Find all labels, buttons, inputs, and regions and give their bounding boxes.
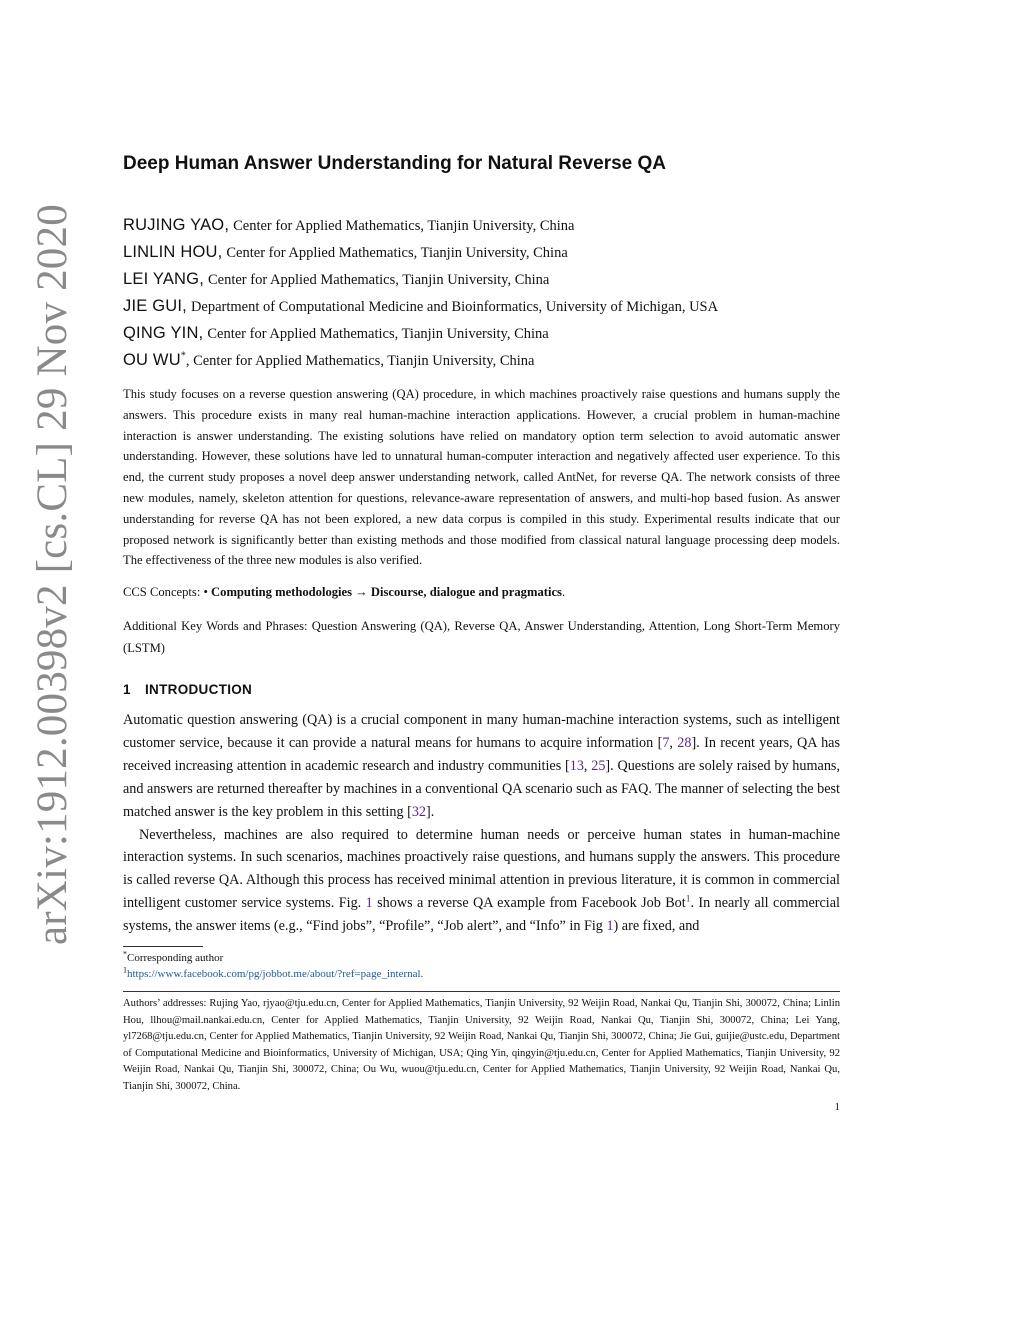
author-affiliation: Center for Applied Mathematics, Tianjin University, China bbox=[207, 272, 550, 288]
ccs-label: CCS Concepts: • bbox=[123, 585, 208, 599]
author-list bbox=[123, 212, 840, 374]
footnotes bbox=[123, 951, 840, 982]
text-run: . In nearly all commercial systems, the answer items (e.g., “Find jobs”, “Profile”, “Job alert”, and “Info” in Fig bbox=[123, 895, 840, 935]
footnote-url-link[interactable]: https://www.facebook.com/pg/jobbot.me/about/?ref=page_internal. bbox=[127, 967, 424, 980]
arxiv-identifier-stamp: arXiv:1912.00398v2 [cs.CL] 29 Nov 2020 bbox=[29, 204, 76, 945]
author-name: LEI YANG, bbox=[123, 270, 204, 288]
text-run: ]. In recent years, QA has received increasing attention in academic research and industry communities [ bbox=[123, 734, 840, 774]
footnote-corresponding bbox=[123, 951, 840, 967]
author-affiliation: Center for Applied Mathematics, Tianjin University, China bbox=[207, 326, 549, 342]
text-run: Automatic question answering (QA) is a crucial component in many human-machine interaction systems, such as intelligent customer service, because it can provide a natural means for humans to acquire information [ bbox=[123, 712, 840, 751]
text-run: shows a reverse QA example from Facebook Job Bot bbox=[372, 895, 686, 912]
footnote-divider bbox=[123, 946, 203, 947]
author-name: LINLIN HOU, bbox=[123, 243, 223, 261]
author-affiliation: Center for Applied Mathematics, Tianjin University, China bbox=[233, 218, 575, 234]
author-name: RUJING YAO, bbox=[123, 216, 230, 234]
author-affiliation: Department of Computational Medicine and Bioinformatics, University of Michigan, USA bbox=[190, 299, 719, 315]
figure-link[interactable]: 1 bbox=[606, 918, 614, 935]
author-affiliation: Center for Applied Mathematics, Tianjin University, China bbox=[226, 245, 568, 261]
text-run: ]. Questions are solely raised by humans, and answers are returned thereafter by machines in a conventional QA scenario such as FAQ. The manner of selecting the best matched answer is the key problem in this setting [ bbox=[123, 757, 840, 820]
citation-link[interactable]: 7 bbox=[662, 734, 670, 751]
text-run: , bbox=[669, 734, 678, 751]
author-entry bbox=[123, 239, 840, 266]
author-affiliation: , Center for Applied Mathematics, Tianjin University, China bbox=[185, 353, 535, 369]
figure-link[interactable]: 1 bbox=[365, 895, 373, 912]
addresses-divider bbox=[123, 991, 840, 992]
section-heading-introduction bbox=[123, 682, 252, 697]
paragraph bbox=[123, 709, 840, 824]
introduction-body bbox=[123, 709, 840, 938]
footnote-text: Corresponding author bbox=[127, 952, 224, 964]
page-number: 1 bbox=[834, 1101, 840, 1113]
text-run: , bbox=[583, 757, 592, 774]
footnote-link[interactable]: 1 bbox=[685, 894, 691, 905]
footnote-1 bbox=[123, 964, 840, 983]
section-title: INTRODUCTION bbox=[145, 682, 253, 697]
author-entry bbox=[123, 266, 840, 293]
author-addresses: Authors’ addresses: Rujing Yao, rjyao@tju.edu.cn, Center for Applied Mathematics, Tianjin University, 92 Weijin Road, Nankai Qu, Tianjin Shi, 300072, China; Linlin Hou, llhou@mail.nankai.edu.cn, Center for Applied Mathematics, Tianjin University, 92 Weijin Road, Nankai Qu, Tianjin Shi, 300072, China; Lei Yang, yl7268@tju.edu.cn, Center for Applied Mathematics, Tianjin University, 92 Weijin Road, Nankai Qu, Tianjin Shi, 300072, China; Jie Gui, guijie@ustc.edu, Department of Computational Medicine and Bioinformatics, University of Michigan, USA; Qing Yin, qingyin@tju.edu.cn, Center for Applied Mathematics, Tianjin University, 92 Weijin Road, Nankai Qu, Tianjin Shi, 300072, China; Ou Wu, wuou@tju.edu.cn, Center for Applied Mathematics, Tianjin University, 92 Weijin Road, Nankai Qu, Tianjin Shi, 300072, China. bbox=[123, 998, 840, 1092]
section-number: 1 bbox=[123, 682, 131, 697]
footnote-mark: * bbox=[123, 949, 127, 959]
citation-link[interactable]: 28 bbox=[677, 734, 692, 751]
text-run: ]. bbox=[426, 803, 435, 820]
author-entry bbox=[123, 212, 840, 239]
citation-link[interactable]: 32 bbox=[411, 803, 426, 820]
text-run: Nevertheless, machines are also required to determine human needs or perceive human states in human-machine interaction systems. In such scenarios, machines proactively raise questions, and humans supply the answers. This procedure is called reverse QA. Although this process has received minimal attention in previous literature, it is common in commercial intelligent customer service systems. Fig. bbox=[123, 826, 840, 912]
author-name: OU WU bbox=[123, 351, 181, 369]
text-run: ) are fixed, and bbox=[613, 918, 700, 935]
author-entry bbox=[123, 293, 840, 320]
citation-link[interactable]: 25 bbox=[591, 757, 606, 774]
paper-title: Deep Human Answer Understanding for Natural Reverse QA bbox=[123, 153, 667, 174]
paragraph bbox=[123, 824, 840, 939]
keywords: Additional Key Words and Phrases: Question Answering (QA), Reverse QA, Answer Understanding, Attention, Long Short-Term Memory (LSTM) bbox=[123, 619, 840, 655]
author-name: QING YIN, bbox=[123, 324, 204, 342]
author-name: JIE GUI, bbox=[123, 297, 187, 315]
ccs-concepts bbox=[123, 582, 840, 602]
ccs-concept-list: Computing methodologies → Discourse, dialogue and pragmatics bbox=[211, 585, 562, 599]
citation-link[interactable]: 13 bbox=[569, 757, 584, 774]
author-entry bbox=[123, 347, 840, 374]
footnote-mark: 1 bbox=[123, 964, 127, 974]
abstract: This study focuses on a reverse question answering (QA) procedure, in which machines proactively raise questions and humans supply the answers. This procedure exists in many real human-machine interaction applications. However, a crucial problem in human-machine interaction is answer understanding. The existing solutions have relied on mandatory option term selection to avoid automatic answer understanding. However, these solutions have led to unnatural human-computer interaction and negatively affected user experience. To this end, the current study proposes a novel deep answer understanding network, called AntNet, for reverse QA. The network consists of three new modules, namely, skeleton attention for questions, relevance-aware representation of answers, and multi-hop based fusion. As answer understanding for reverse QA has not been explored, a new data corpus is compiled in this study. Experimental results indicate that our proposed network is significantly better than existing methods and those modified from classical natural language processing deep models. The effectiveness of the three new modules is also verified. bbox=[123, 387, 840, 568]
corresponding-author-mark: * bbox=[180, 350, 186, 362]
ccs-end: . bbox=[561, 585, 566, 599]
author-entry bbox=[123, 320, 840, 347]
